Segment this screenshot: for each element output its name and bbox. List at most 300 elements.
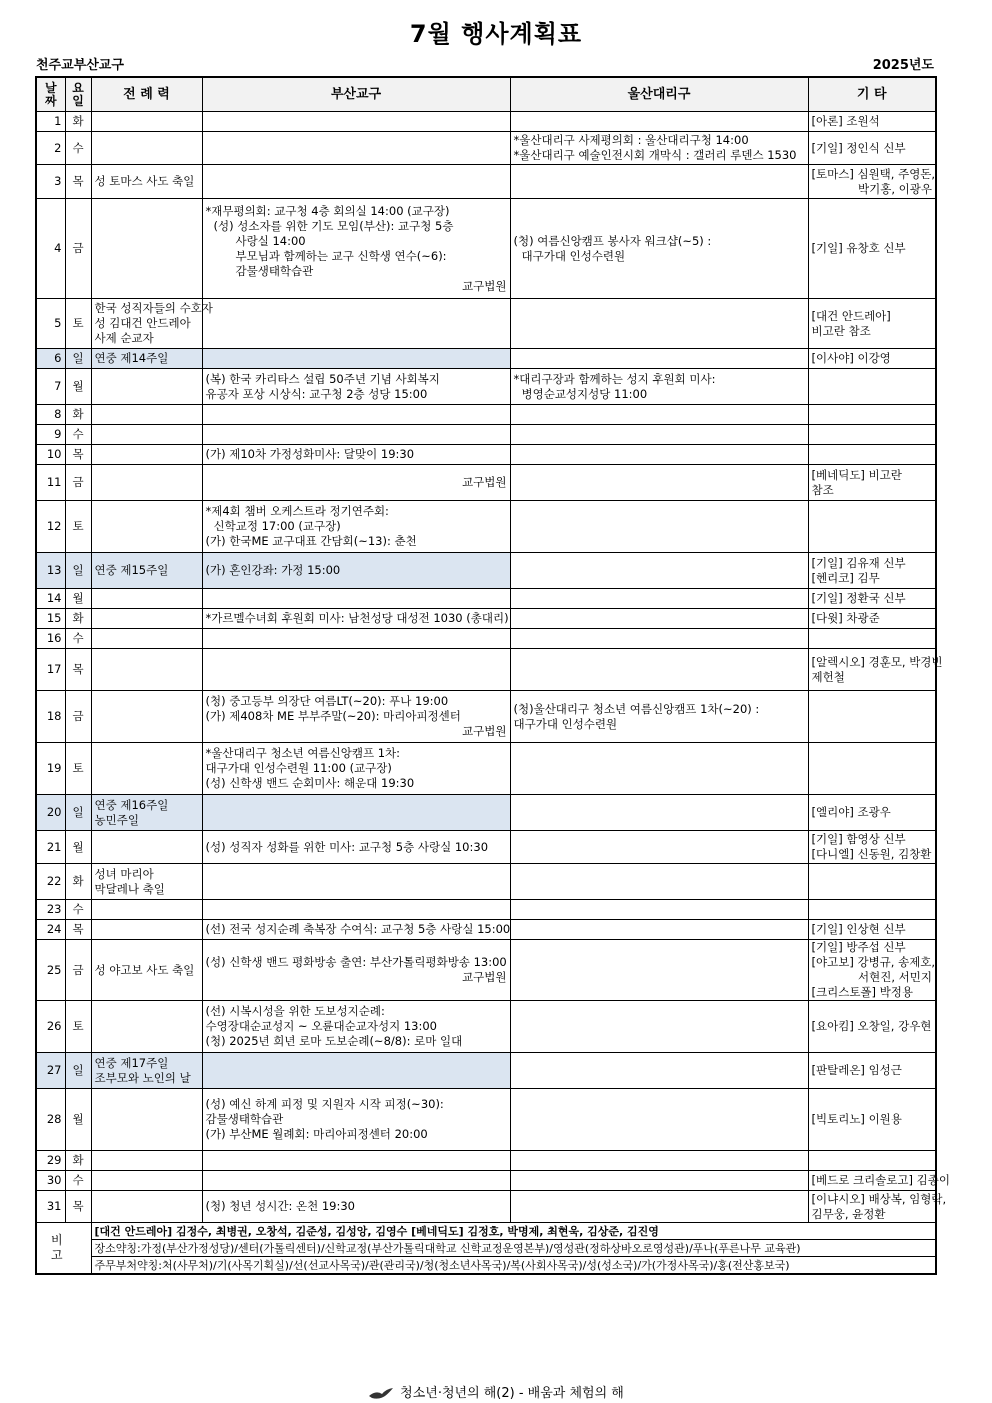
misc-cell (808, 900, 936, 920)
lit-cell (91, 629, 202, 649)
ulsan-cell (510, 165, 808, 199)
misc-cell-line: 제헌철 (811, 669, 845, 684)
weekday-cell: 수 (65, 425, 91, 445)
weekday-cell: 토 (65, 1001, 91, 1053)
misc-cell (808, 501, 936, 553)
weekday-cell: 월 (65, 831, 91, 864)
table-row (36, 589, 936, 609)
day-cell: 21 (36, 831, 65, 864)
misc-cell (808, 1089, 936, 1151)
day-cell: 26 (36, 1001, 65, 1053)
busan-cell (202, 445, 510, 465)
ulsan-cell (510, 609, 808, 629)
busan-cell-line: (성) 성소자를 위한 기도 모임(부산): 교구청 5층 (213, 218, 454, 233)
table-row (36, 199, 936, 299)
weekday-cell: 화 (65, 405, 91, 425)
lit-cell (91, 165, 202, 199)
lit-cell (91, 940, 202, 1001)
busan-cell-line: (청) 청년 성시간: 온천 19:30 (205, 1199, 355, 1213)
busan-cell (202, 1151, 510, 1171)
misc-cell (808, 1001, 936, 1053)
misc-cell-line: [다니엘] 신동원, 김창환 (811, 847, 932, 861)
weekday-cell: 일 (65, 349, 91, 369)
table-row (36, 165, 936, 199)
misc-cell (808, 609, 936, 629)
busan-cell-line: (성) 신학생 밴드 평화방송 출연: 부산가톨릭평화방송 13:00 (205, 955, 507, 969)
ulsan-cell-line: (청)울산대리구 청소년 여름신앙캠프 1차(~20) : (513, 701, 760, 716)
day-cell: 31 (36, 1191, 65, 1223)
busan-cell-line: (성) 신학생 밴드 순회미사: 해운대 19:30 (205, 776, 415, 790)
table-row (36, 743, 936, 795)
lit-cell-line: 조부모와 노인의 날 (94, 1070, 191, 1085)
ulsan-cell (510, 940, 808, 1001)
lit-cell (91, 1089, 202, 1151)
busan-cell (202, 795, 510, 831)
day-cell: 29 (36, 1151, 65, 1171)
table-row (36, 649, 936, 691)
busan-cell-line: 교구법원 (462, 278, 507, 293)
busan-cell-line: (청) 중고등부 의장단 여름LT(~20): 푸나 19:00 (205, 694, 449, 708)
misc-cell (808, 425, 936, 445)
header-row (36, 77, 936, 112)
misc-cell-line: [기일] 김유재 신부 (811, 555, 906, 570)
busan-cell-line: (복) 한국 카리타스 설립 50주년 기념 사회복지 (205, 371, 440, 386)
ulsan-cell (510, 831, 808, 864)
lit-cell-line: 연중 제14주일 (94, 351, 169, 365)
ulsan-cell (510, 864, 808, 900)
table-row (36, 1001, 936, 1053)
notes-line: 주무부처약칭:처(사무처)/기(사목기획실)/선(선교사목국)/관(관리국)/청(청소년사목국)/복(사회사목국)/성(성소국)/가(가정사목국)/홍(전산홍보국) (94, 1258, 790, 1272)
notes-line: [대건 안드레아] 김정수, 최병권, 오창석, 김준성, 김성앙, 김영수 [베네딕도] 김정호, 박명제, 최현욱, 김상준, 김진영 (94, 1224, 659, 1238)
lit-cell (91, 199, 202, 299)
misc-cell (808, 589, 936, 609)
busan-cell (202, 405, 510, 425)
header-ulsan: 울산대리구 (510, 77, 808, 112)
busan-cell-line: 신학교정 17:00 (교구장) (213, 519, 341, 533)
weekday-cell: 일 (65, 1053, 91, 1089)
misc-cell (808, 299, 936, 349)
ulsan-cell (510, 1191, 808, 1223)
header-day: 날 짜 (36, 77, 65, 112)
misc-cell (808, 349, 936, 369)
day-cell: 24 (36, 920, 65, 940)
ulsan-cell (510, 112, 808, 132)
day-cell: 27 (36, 1053, 65, 1089)
lit-cell (91, 501, 202, 553)
lit-cell (91, 920, 202, 940)
table-row (36, 465, 936, 501)
weekday-cell: 수 (65, 900, 91, 920)
busan-cell (202, 609, 510, 629)
busan-cell-line: (선) 시복시성을 위한 도보성지순례: (205, 1004, 385, 1018)
misc-cell-line: 비고란 참조 (811, 323, 871, 338)
day-cell: 28 (36, 1089, 65, 1151)
ulsan-cell (510, 743, 808, 795)
notes-label: 비 고 (36, 1223, 91, 1275)
lit-cell (91, 743, 202, 795)
weekday-cell: 화 (65, 609, 91, 629)
misc-cell-line: 참조 (811, 482, 834, 497)
misc-cell (808, 112, 936, 132)
ulsan-cell (510, 405, 808, 425)
weekday-cell: 토 (65, 501, 91, 553)
misc-cell-line: [대건 안드레아] (811, 308, 891, 323)
weekday-cell: 월 (65, 1089, 91, 1151)
day-cell: 30 (36, 1171, 65, 1191)
weekday-cell: 화 (65, 864, 91, 900)
weekday-cell: 목 (65, 1191, 91, 1223)
footer (0, 1382, 992, 1401)
weekday-cell: 수 (65, 629, 91, 649)
lit-cell-line: 성 토마스 사도 축일 (94, 174, 195, 188)
misc-cell-line: [기일] 정인식 신부 (811, 140, 906, 155)
weekday-cell: 일 (65, 795, 91, 831)
misc-cell (808, 165, 936, 199)
misc-cell (808, 369, 936, 405)
lit-cell (91, 1053, 202, 1089)
lit-cell-line: 성 야고보 사도 축일 (94, 962, 195, 977)
table-row (36, 920, 936, 940)
ulsan-cell (510, 1151, 808, 1171)
busan-cell (202, 900, 510, 920)
table-row (36, 299, 936, 349)
busan-cell-line: (성) 예신 하계 피정 및 지원자 시작 피정(~30): (205, 1097, 444, 1111)
ulsan-cell (510, 691, 808, 743)
day-cell: 15 (36, 609, 65, 629)
misc-cell-line: [베드로 크리솔로고] 김종이 (811, 1173, 950, 1187)
busan-cell (202, 425, 510, 445)
ulsan-cell (510, 465, 808, 501)
ulsan-cell (510, 425, 808, 445)
day-cell: 19 (36, 743, 65, 795)
weekday-cell: 토 (65, 299, 91, 349)
misc-cell (808, 649, 943, 691)
misc-cell (808, 864, 936, 900)
day-cell: 17 (36, 649, 65, 691)
day-cell: 16 (36, 629, 65, 649)
day-cell: 2 (36, 132, 65, 165)
notes-row (36, 1257, 936, 1275)
ulsan-cell (510, 649, 808, 691)
lit-cell-line: 연중 제16주일 (94, 797, 169, 812)
misc-cell (808, 553, 936, 589)
busan-cell-line: (가) 한국ME 교구대표 간담회(~13): 춘천 (205, 534, 417, 548)
day-cell: 12 (36, 501, 65, 553)
busan-cell (202, 920, 510, 940)
day-cell: 9 (36, 425, 65, 445)
misc-cell (808, 1191, 947, 1223)
busan-cell-line: 감물생태학습관 (205, 1112, 284, 1126)
busan-cell-line: 사랑실 14:00 (235, 233, 306, 248)
lit-cell (91, 445, 202, 465)
table-row (36, 1053, 936, 1089)
misc-cell-line: [빅토리노] 이원용 (811, 1112, 902, 1126)
ulsan-cell-line: *울산대리구 사제평의회 : 울산대리구청 14:00 (513, 133, 749, 147)
busan-cell (202, 1001, 510, 1053)
lit-cell-line: 연중 제15주일 (94, 563, 169, 577)
lit-cell (91, 405, 202, 425)
weekday-cell: 목 (65, 920, 91, 940)
busan-cell (202, 1171, 510, 1191)
ulsan-cell (510, 589, 808, 609)
lit-cell (91, 465, 202, 501)
schedule-body (36, 112, 950, 1223)
busan-cell-line: (가) 제408차 ME 부부주말(~20): 마리아피정센터 (205, 709, 461, 723)
busan-cell (202, 112, 510, 132)
busan-cell-line: 유공자 포상 시상식: 교구청 2층 성당 15:00 (205, 386, 428, 401)
misc-cell-line: [크리스토폴] 박정용 (811, 985, 913, 999)
ulsan-cell-line: (청) 여름신앙캠프 봉사자 워크샵(~5) : (513, 233, 712, 248)
misc-cell-line: [이사야] 이강영 (811, 351, 891, 365)
table-row (36, 112, 936, 132)
misc-cell (808, 691, 936, 743)
header-liturgy: 전 례 력 (91, 77, 202, 112)
weekday-cell: 월 (65, 369, 91, 405)
footer-text: 청소년·청년의 해(2) - 배움과 체험의 해 (400, 1386, 624, 1401)
day-cell: 6 (36, 349, 65, 369)
misc-cell (808, 199, 936, 299)
ulsan-cell-line: 대구가대 인성수련원 (513, 716, 618, 731)
page-title: 7월 행사계획표 (409, 20, 583, 48)
lit-cell (91, 1151, 202, 1171)
day-cell: 7 (36, 369, 65, 405)
busan-cell-line: 수영장대순교성지 ~ 오륜대순교자성지 13:00 (205, 1019, 437, 1033)
misc-cell-line: 서현진, 서민지 (858, 970, 932, 984)
busan-cell-line: (청) 2025년 희년 로마 도보순례(~8/8): 로마 일대 (205, 1034, 463, 1048)
misc-cell (808, 445, 936, 465)
table-row (36, 1171, 936, 1191)
table-row (36, 609, 936, 629)
lit-cell (91, 691, 202, 743)
misc-cell-line: [베네딕도] 비고란 (811, 467, 902, 482)
misc-cell (808, 405, 936, 425)
ulsan-cell-line: *울산대리구 예술인전시회 개막식 : 갤러리 루덴스 1530 (513, 148, 797, 162)
misc-cell-line: [이냐시오] 배상복, 임형락, (811, 1191, 947, 1206)
weekday-cell: 목 (65, 649, 91, 691)
misc-cell (808, 831, 936, 864)
busan-cell (202, 299, 510, 349)
busan-cell-line: 교구법원 (462, 724, 507, 738)
busan-cell-line: 부모님과 함께하는 교구 신학생 연수(~6): (235, 248, 447, 263)
misc-cell-line: [요아킴] 오창일, 강우현 (811, 1019, 932, 1033)
lit-cell-line: 성녀 마리아 (94, 866, 154, 881)
busan-cell-line: (가) 부산ME 월례회: 마리아피정센터 20:00 (205, 1127, 428, 1141)
ulsan-cell (510, 1171, 808, 1191)
table-row (36, 795, 936, 831)
busan-cell (202, 132, 510, 165)
notes-row (36, 1223, 936, 1240)
busan-cell (202, 1089, 510, 1151)
ulsan-cell-line: 병영순교성지성당 11:00 (521, 386, 648, 401)
lit-cell-line: 한국 성직자들의 수호자 (94, 301, 213, 315)
misc-cell-line: [헨리코] 김무 (811, 570, 880, 585)
misc-cell-line: [엘리야] 조광우 (811, 805, 891, 819)
weekday-cell: 금 (65, 199, 91, 299)
ulsan-cell (510, 1053, 808, 1089)
org-name: 천주교부산교구 (36, 58, 124, 73)
ulsan-cell (510, 629, 808, 649)
misc-cell (808, 1151, 936, 1171)
table-row (36, 1151, 936, 1171)
table-row (36, 553, 936, 589)
misc-cell-line: [아론] 조원석 (811, 114, 880, 128)
day-cell: 22 (36, 864, 65, 900)
lit-cell (91, 132, 202, 165)
misc-cell (808, 743, 936, 795)
misc-cell-line: [다윗] 차광준 (811, 611, 880, 625)
busan-cell (202, 1053, 510, 1089)
weekday-cell: 수 (65, 132, 91, 165)
lit-cell-line: 성 김대건 안드레아 (94, 316, 191, 330)
table-row (36, 864, 936, 900)
misc-cell (808, 629, 936, 649)
busan-cell (202, 199, 510, 299)
weekday-cell: 월 (65, 589, 91, 609)
busan-cell-line: (선) 전국 성지순례 축복장 수여식: 교구청 5층 사랑실 15:00 (205, 922, 511, 936)
misc-cell-line: 박기홍, 이광우 (858, 181, 932, 196)
busan-cell (202, 831, 510, 864)
lit-cell (91, 369, 202, 405)
table-row (36, 940, 936, 1001)
ulsan-cell (510, 132, 808, 165)
day-cell: 23 (36, 900, 65, 920)
misc-cell (808, 1171, 950, 1191)
ulsan-cell (510, 299, 808, 349)
day-cell: 20 (36, 795, 65, 831)
lit-cell (91, 609, 202, 629)
notes-row (36, 1240, 936, 1257)
busan-cell-line: *재무평의회: 교구청 4층 회의실 14:00 (교구장) (205, 203, 450, 218)
misc-cell-line: [기일] 함영상 신부 (811, 832, 906, 846)
weekday-cell: 목 (65, 445, 91, 465)
lit-cell (91, 349, 202, 369)
busan-cell (202, 649, 510, 691)
weekday-cell: 수 (65, 1171, 91, 1191)
ulsan-cell (510, 349, 808, 369)
weekday-cell: 토 (65, 743, 91, 795)
ulsan-cell (510, 920, 808, 940)
ulsan-cell (510, 369, 808, 405)
table-row (36, 501, 936, 553)
table-row (36, 1089, 936, 1151)
table-row (36, 629, 936, 649)
misc-cell-line: [알렉시오] 경훈모, 박경빈 (811, 654, 943, 669)
busan-cell-line: *제4회 챔버 오케스트라 정기연주회: (205, 504, 389, 518)
table-row (36, 405, 936, 425)
busan-cell (202, 165, 510, 199)
table-row (36, 349, 936, 369)
table-row (36, 1191, 936, 1223)
lit-cell (91, 553, 202, 589)
busan-cell (202, 369, 510, 405)
ulsan-cell (510, 445, 808, 465)
busan-cell-line: 교구법원 (462, 475, 507, 489)
ulsan-cell-line: *대리구장과 함께하는 성지 후원회 미사: (513, 371, 716, 386)
busan-cell (202, 589, 510, 609)
table-row (36, 691, 936, 743)
busan-cell-line: *울산대리구 청소년 여름신앙캠프 1차: (205, 746, 401, 760)
busan-cell (202, 691, 510, 743)
dove-icon (368, 1387, 394, 1401)
busan-cell (202, 629, 510, 649)
busan-cell-line: (가) 혼인강좌: 가정 15:00 (205, 563, 341, 577)
busan-cell (202, 864, 510, 900)
notes-line: 장소약칭:가정(부산가정성당)/센터(가톨릭센터)/신학교정(부산가톨릭대학교 신학교정운영본부)/영성관(정하상바오로영성관)/푸나(푸른나무 교육관) (94, 1241, 801, 1255)
busan-cell (202, 349, 510, 369)
lit-cell-line: 사제 순교자 (94, 331, 154, 345)
day-cell: 8 (36, 405, 65, 425)
weekday-cell: 화 (65, 1151, 91, 1171)
busan-cell-line: 교구법원 (462, 970, 507, 984)
busan-cell-line: (가) 제10차 가정성화미사: 달맞이 19:30 (205, 447, 415, 461)
weekday-cell: 화 (65, 112, 91, 132)
busan-cell (202, 743, 510, 795)
busan-cell (202, 465, 510, 501)
day-cell: 1 (36, 112, 65, 132)
misc-cell-line: [기일] 인상현 신부 (811, 922, 906, 936)
busan-cell-line: 감물생태학습관 (235, 263, 314, 278)
day-cell: 10 (36, 445, 65, 465)
table-row (36, 132, 936, 165)
weekday-cell: 목 (65, 165, 91, 199)
day-cell: 5 (36, 299, 65, 349)
lit-cell (91, 1171, 202, 1191)
header-weekday: 요 일 (65, 77, 91, 112)
day-cell: 3 (36, 165, 65, 199)
busan-cell (202, 1191, 510, 1223)
ulsan-cell (510, 795, 808, 831)
lit-cell (91, 649, 202, 691)
day-cell: 14 (36, 589, 65, 609)
ulsan-cell (510, 199, 808, 299)
lit-cell (91, 795, 202, 831)
misc-cell-line: [야고보] 강병규, 송제호, (811, 955, 936, 969)
day-cell: 11 (36, 465, 65, 501)
day-cell: 18 (36, 691, 65, 743)
ulsan-cell (510, 1001, 808, 1053)
misc-cell (808, 1053, 936, 1089)
day-cell: 4 (36, 199, 65, 299)
lit-cell (91, 900, 202, 920)
lit-cell (91, 864, 202, 900)
misc-cell-line: [기일] 방주섭 신부 (811, 940, 906, 954)
day-cell: 13 (36, 553, 65, 589)
table-row (36, 445, 936, 465)
lit-cell (91, 425, 202, 445)
lit-cell (91, 1191, 202, 1223)
misc-cell-line: 김무웅, 윤정환 (811, 1206, 886, 1221)
lit-cell-line: 연중 제17주일 (94, 1055, 169, 1070)
ulsan-cell (510, 1089, 808, 1151)
busan-cell (202, 553, 510, 589)
table-row (36, 831, 936, 864)
misc-cell-line: [토마스] 심원택, 주영돈, (811, 166, 936, 181)
weekday-cell: 금 (65, 691, 91, 743)
lit-cell (91, 589, 202, 609)
misc-cell-line: [기일] 유창호 신부 (811, 241, 906, 255)
day-cell: 25 (36, 940, 65, 1001)
year-label: 2025년도 (872, 58, 934, 73)
table-row (36, 369, 936, 405)
table-row (36, 425, 936, 445)
misc-cell-line: [기일] 정환국 신부 (811, 591, 906, 605)
misc-cell (808, 132, 936, 165)
busan-cell-line: *가르멜수녀회 후원회 미사: 남천성당 대성전 1030 (총대리) (205, 611, 509, 625)
lit-cell (91, 831, 202, 864)
lit-cell (91, 112, 202, 132)
misc-cell (808, 795, 936, 831)
weekday-cell: 금 (65, 465, 91, 501)
